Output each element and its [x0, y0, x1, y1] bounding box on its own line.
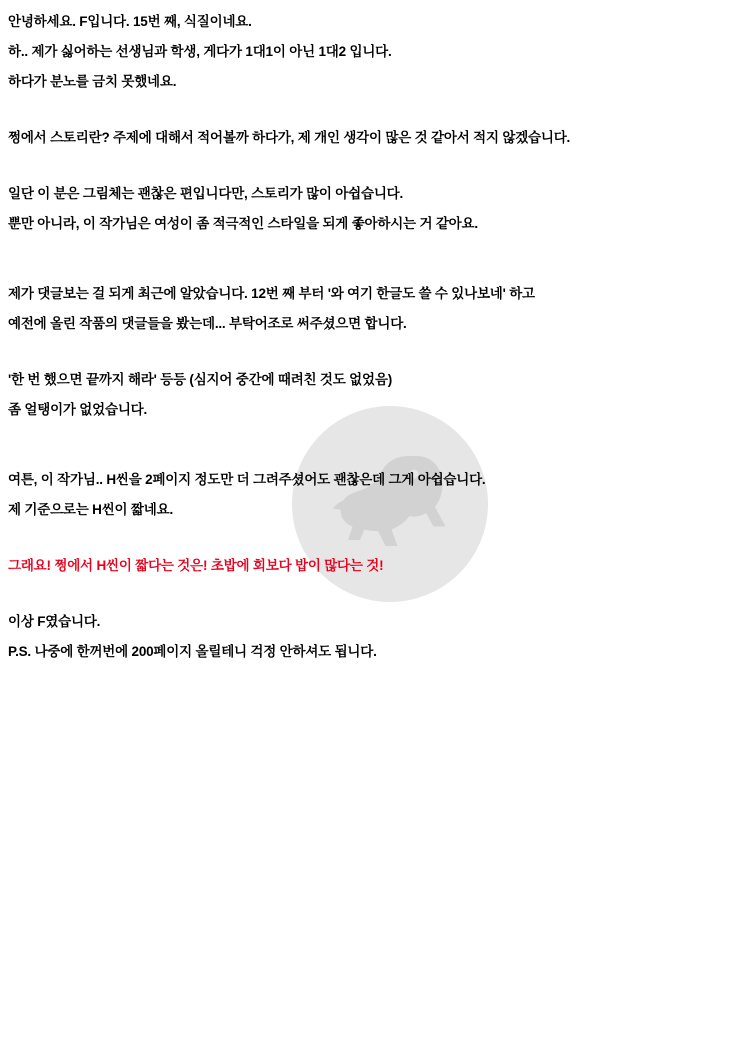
document-line: '한 번 했으면 끝까지 해라' 등등 (심지어 중간에 때려친 것도 없었음)	[8, 372, 392, 387]
paragraph-spacer	[8, 425, 736, 465]
paragraph-spacer	[8, 525, 736, 551]
document-line: 예전에 올린 작품의 댓글들을 봤는데... 부탁어조로 써주셨으면 합니다.	[8, 316, 407, 331]
document-line: 제가 댓글보는 걸 되게 최근에 알았습니다. 12번 째 부터 '와 여기 한글도 쓸 수 있나보네' 하고	[8, 286, 535, 301]
document-line: 일단 이 분은 그림체는 괜찮은 편입니다만, 스토리가 많이 아쉽습니다.	[8, 186, 404, 201]
document-line: 그래요! 쩡에서 H씬이 짧다는 것은! 초밥에 회보다 밥이 많다는 것!	[8, 558, 384, 573]
paragraph-spacer	[8, 153, 736, 179]
paragraph-spacer	[8, 339, 736, 365]
paragraph-spacer	[8, 239, 736, 279]
document-line: 하.. 제가 싫어하는 선생님과 학생, 게다가 1대1이 아닌 1대2 입니다.	[8, 44, 392, 59]
document-line: 좀 얼탱이가 없었습니다.	[8, 402, 148, 417]
document-line: 뿐만 아니라, 이 작가님은 여성이 좀 적극적인 스타일을 되게 좋아하시는 거 같아요.	[8, 216, 478, 231]
document-line: 제 기준으로는 H씬이 짧네요.	[8, 502, 174, 517]
document-line: 안녕하세요. F입니다. 15번 째, 식질이네요.	[8, 14, 252, 29]
document-line: 하다가 분노를 금치 못했네요.	[8, 74, 177, 89]
paragraph-spacer	[8, 581, 736, 607]
document-line: 여튼, 이 작가님.. H씬을 2페이지 정도만 더 그려주셨어도 괜찮은데 그게 아쉽습니다.	[8, 472, 486, 487]
document-line: 이상 F였습니다.	[8, 614, 101, 629]
paragraph-spacer	[8, 97, 736, 123]
document-line: P.S. 나중에 한꺼번에 200페이지 올릴테니 걱정 안하셔도 됩니다.	[8, 644, 377, 659]
document-line: 쩡에서 스토리란? 주제에 대해서 적어볼까 하다가, 제 개인 생각이 많은 것 같아서 적지 않겠습니다.	[8, 130, 571, 145]
